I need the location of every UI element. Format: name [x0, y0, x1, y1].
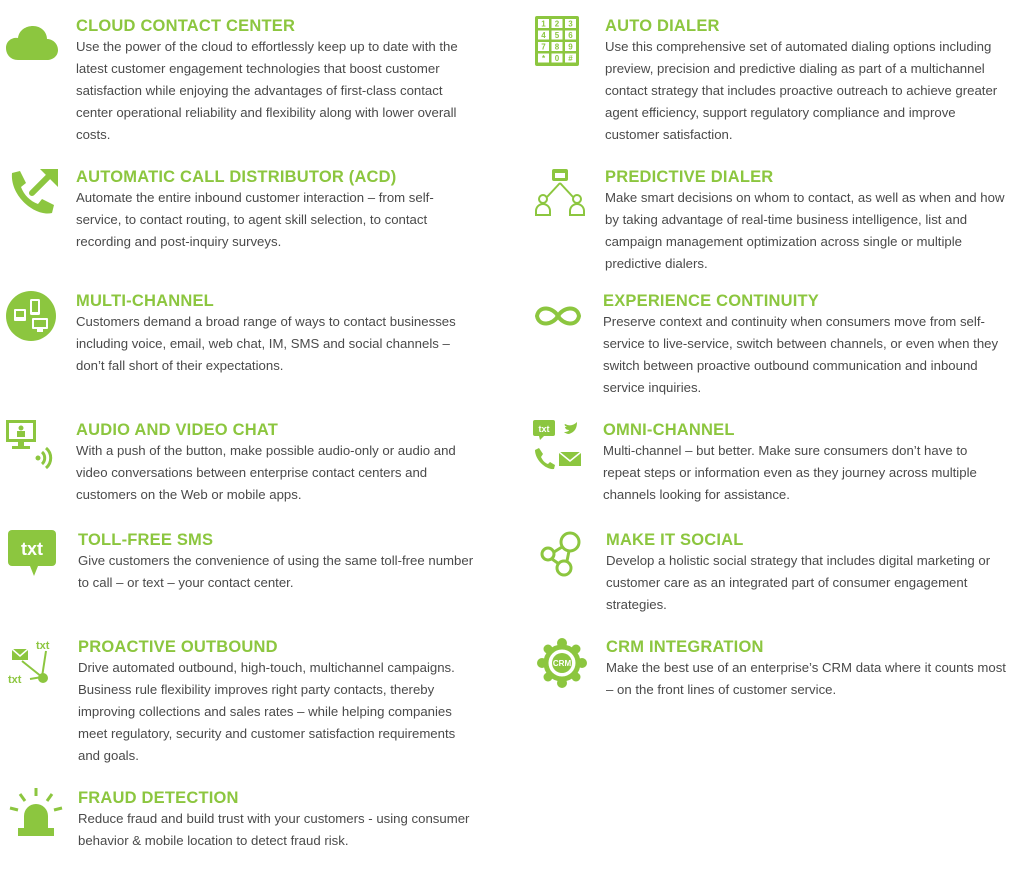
phone-people-icon [535, 167, 585, 219]
keypad-key-label: 7 [541, 42, 546, 52]
feature-experience-continuity [533, 291, 1003, 401]
txt-bubble-icon [8, 530, 58, 580]
keypad-key-label: 4 [541, 31, 546, 40]
feature-title: AUTO DIALER [605, 17, 720, 35]
feature-multi-channel [6, 291, 486, 381]
feature-description: Customers demand a broad range of ways to contact businesses including voice, email, web chat, IM, SMS and social channels – don’t fall short of their expectations. [76, 314, 456, 373]
feature-description: Make smart decisions on whom to contact, as well as when and how by taking advantage of real-time business intelligence, list and campaign management optimization across single or multiple predictive dialers. [605, 190, 1005, 271]
txt-bubble-label: txt [21, 539, 43, 559]
monitor-audio-icon [6, 420, 58, 472]
keypad-key-label: 8 [554, 42, 560, 52]
keypad-key-label: 5 [554, 31, 560, 40]
feature-auto-dialer [535, 16, 1005, 146]
feature-description: Preserve context and continuity when consumers move from self-service to live-service, switch between channels, or even when they switch between proactive outbound communication and inbound service inquiries. [603, 314, 999, 395]
keypad-key-label: 1 [541, 19, 546, 29]
outbound-txt-bottom: txt [8, 674, 22, 686]
feature-title: AUTOMATIC CALL DISTRIBUTOR (ACD) [76, 168, 397, 186]
feature-description: Develop a holistic social strategy that includes digital marketing or customer care as an integrated part of consumer engagement strategies. [606, 553, 991, 612]
feature-description: Automate the entire inbound customer interaction – from self-service, to contact routing, to agent skill selection, to contact recording and post-inquiry surveys. [76, 190, 434, 249]
keypad-key-label: 3 [568, 19, 573, 29]
feature-title: CLOUD CONTACT CENTER [76, 17, 296, 35]
keypad-key [565, 54, 576, 64]
keypad-key [552, 54, 563, 64]
feature-omni-channel [533, 420, 1003, 510]
keypad-key [552, 19, 563, 29]
feature-description: Drive automated outbound, high-touch, multichannel campaigns. Business rule flexibility improves right party contacts, thereby improving collections and sales rates – while helping companies meet regulatory, security and customer satisfaction requirements and goals. [78, 660, 456, 763]
feature-description: Use this comprehensive set of automated dialing options including preview, precision and predictive dialing as part of a multichannel contact strategy that includes proactive outreach to achieve greater agent efficiency, support regulatory compliance and improve customer satisfaction. [605, 39, 998, 142]
alarm-light-icon [8, 788, 64, 840]
keypad-key [565, 31, 576, 41]
feature-make-it-social [536, 530, 1006, 620]
feature-title: OMNI-CHANNEL [603, 421, 735, 439]
feature-audio-video-chat [6, 420, 486, 510]
keypad-key [538, 31, 549, 41]
social-molecule-icon [536, 530, 586, 580]
feature-description: Make the best use of an enterprise’s CRM data where it counts most – on the front lines of customer service. [606, 660, 1006, 697]
feature-description: Reduce fraud and build trust with your customers - using consumer behavior & mobile location to detect fraud risk. [78, 811, 470, 848]
feature-proactive-outbound [8, 637, 488, 767]
feature-toll-free-sms [8, 530, 488, 600]
feature-cloud-contact-center [6, 16, 486, 146]
keypad-icon [535, 16, 579, 66]
keypad-key [552, 42, 563, 52]
omni-txt-label: txt [538, 424, 550, 434]
devices-icon [6, 291, 56, 341]
feature-title: MAKE IT SOCIAL [606, 531, 744, 549]
phone-arrow-icon [6, 167, 60, 219]
feature-title: FRAUD DETECTION [78, 789, 239, 807]
feature-fraud-detection [8, 788, 488, 858]
feature-title: PREDICTIVE DIALER [605, 168, 774, 186]
cloud-icon [6, 24, 58, 64]
outbound-network-icon [8, 637, 64, 693]
keypad-key-label: 0 [554, 54, 560, 63]
outbound-txt-top: txt [36, 640, 50, 652]
feature-title: EXPERIENCE CONTINUITY [603, 292, 819, 310]
feature-predictive-dialer [535, 167, 1005, 277]
keypad-key-label: 9 [568, 42, 573, 52]
feature-title: PROACTIVE OUTBOUND [78, 638, 278, 656]
infinity-icon [533, 301, 583, 331]
feature-title: CRM INTEGRATION [606, 638, 764, 656]
feature-description: Give customers the convenience of using the same toll-free number to call – or text – your contact center. [78, 553, 474, 590]
keypad-key [538, 19, 549, 29]
feature-description: Multi-channel – but better. Make sure consumers don’t have to repeat steps or information even as they journey across multiple channels looking for assistance. [603, 443, 977, 502]
keypad-key-label: 2 [554, 19, 560, 29]
keypad-key [552, 31, 563, 41]
keypad-key [565, 19, 576, 29]
feature-title: AUDIO AND VIDEO CHAT [76, 421, 278, 439]
keypad-key-label: 6 [568, 31, 573, 40]
keypad-key-label: * [541, 54, 546, 63]
feature-title: MULTI-CHANNEL [76, 292, 214, 310]
keypad-key-label: # [568, 54, 573, 63]
keypad-key [565, 42, 576, 52]
omni-channel-icon [533, 420, 585, 472]
crm-network-icon [536, 637, 588, 689]
feature-title: TOLL-FREE SMS [78, 531, 214, 549]
feature-acd [6, 167, 486, 257]
crm-label: CRM [552, 659, 572, 668]
feature-description: With a push of the button, make possible audio-only or audio and video conversations between enterprise contact centers and customers on the Web or mobile apps. [76, 443, 456, 502]
keypad-key [538, 54, 549, 64]
feature-crm-integration [536, 637, 1006, 707]
feature-description: Use the power of the cloud to effortlessly keep up to date with the latest customer engagement technologies that boost customer satisfaction while enjoying the advantages of first-class contact center operational reliability and flexibility along with lower overall costs. [76, 39, 458, 142]
keypad-key [538, 42, 549, 52]
